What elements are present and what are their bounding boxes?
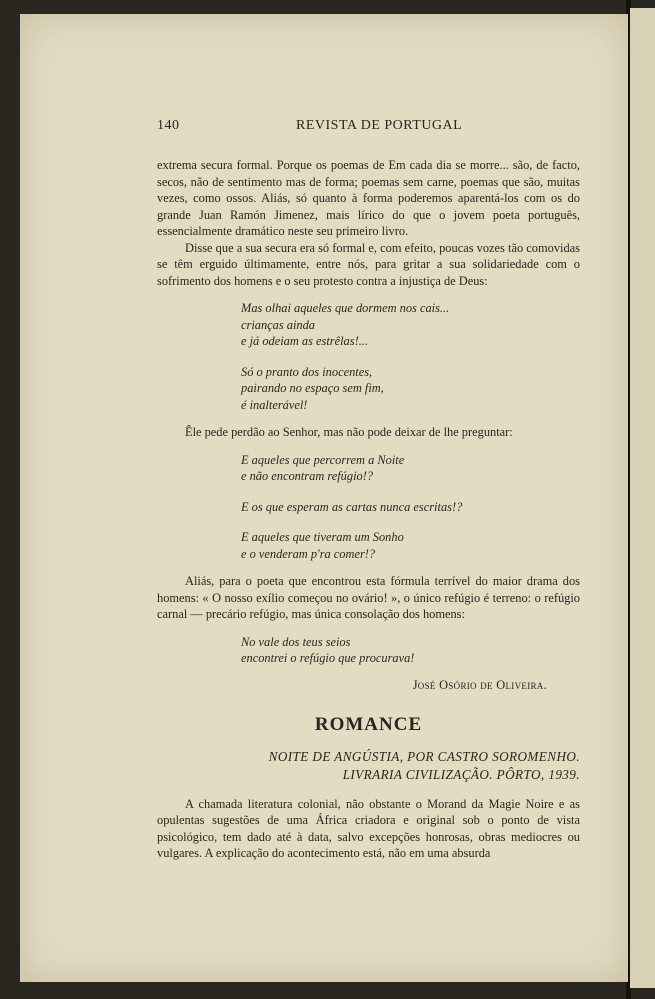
poem-stanza (157, 499, 580, 516)
poem-line: Só o pranto dos inocentes, (241, 364, 373, 379)
poem-line: E aqueles que tiveram um Sonho (241, 530, 404, 544)
paragraph: extrema secura formal. Porque os poemas de Em cada dia se morre... são, de facto, secos, não de sentimento mas de forma; poemas sem carne, poemas que são, muitas vezes, como ossos. Aliás, só quanto à forma poderemos aparentá-los com os do grande Juan Ramón Jimenez, mais lírico do que o jovem poeta português, essencialmente dramático neste seu primeiro livro. (157, 158, 580, 238)
section-title: ROMANCE (314, 714, 423, 735)
poem-line: Mas olhai aqueles que dormem nos cais... (241, 301, 450, 315)
poem-stanza (157, 364, 580, 414)
poem-stanza (157, 452, 580, 485)
paragraph: Aliás, para o poeta que encontrou esta fórmula terrível do maior drama dos homens: « O nosso exílio começou no ovário! », o único refúgio é terreno: o refúgio carnal — precário refúgio, mas única consolação dos homens: (157, 574, 580, 621)
poem-line: E aqueles que percorrem a Noite (241, 452, 405, 467)
poem-line: e já odeiam as estrêlas!... (241, 334, 368, 348)
poem-line: crianças ainda (241, 317, 315, 332)
poem-stanza (157, 300, 580, 350)
author-signature: José Osório de Oliveira. (412, 677, 547, 692)
poem-line: encontrei o refúgio que procurava! (241, 651, 415, 665)
poem-line: E os que esperam as cartas nunca escritas!? (241, 499, 463, 514)
article-body (157, 157, 580, 862)
paragraph: Êle pede perdão ao Senhor, mas não pode deixar de lhe preguntar: (185, 425, 513, 439)
running-title: REVISTA DE PORTUGAL (296, 118, 463, 133)
paragraph: Disse que a sua secura era só formal e, com efeito, poucas vozes tão comovidas se têm erguido últimamente, entre nós, para gritar a sua solidariedade com o sofrimento dos homens e o seu protesto contra a injustiça de Deus: (157, 240, 580, 288)
poem-line: pairando no espaço sem fim, (241, 381, 384, 395)
poem-line: e não encontram refúgio!? (241, 469, 374, 483)
page-number: 140 (157, 118, 180, 133)
review-heading: NOITE DE ANGÚSTIA, POR CASTRO SOROMENHO. LIVRARIA CIVILIZAÇÃO. PÔRTO, 1939. (268, 748, 580, 782)
poem-stanza (157, 634, 580, 667)
poem-stanza (157, 529, 580, 562)
paragraph: A chamada literatura colonial, não obstante o Morand da Magie Noire e as opulentas sugestões de uma África criadora e original sob o ponto de vista psicológico, tem dado até à data, salvo excepções honrosas, obras mediocres ou vulgares. A explicação do acontecimento está, não em uma absurda (157, 796, 580, 860)
poem-line: e o venderam p'ra comer!? (241, 546, 376, 561)
page-header (157, 118, 587, 138)
poem-line: No vale dos teus seios (241, 634, 351, 649)
poem-line: é inalterável! (241, 397, 308, 412)
adjacent-page-edge (630, 8, 655, 988)
